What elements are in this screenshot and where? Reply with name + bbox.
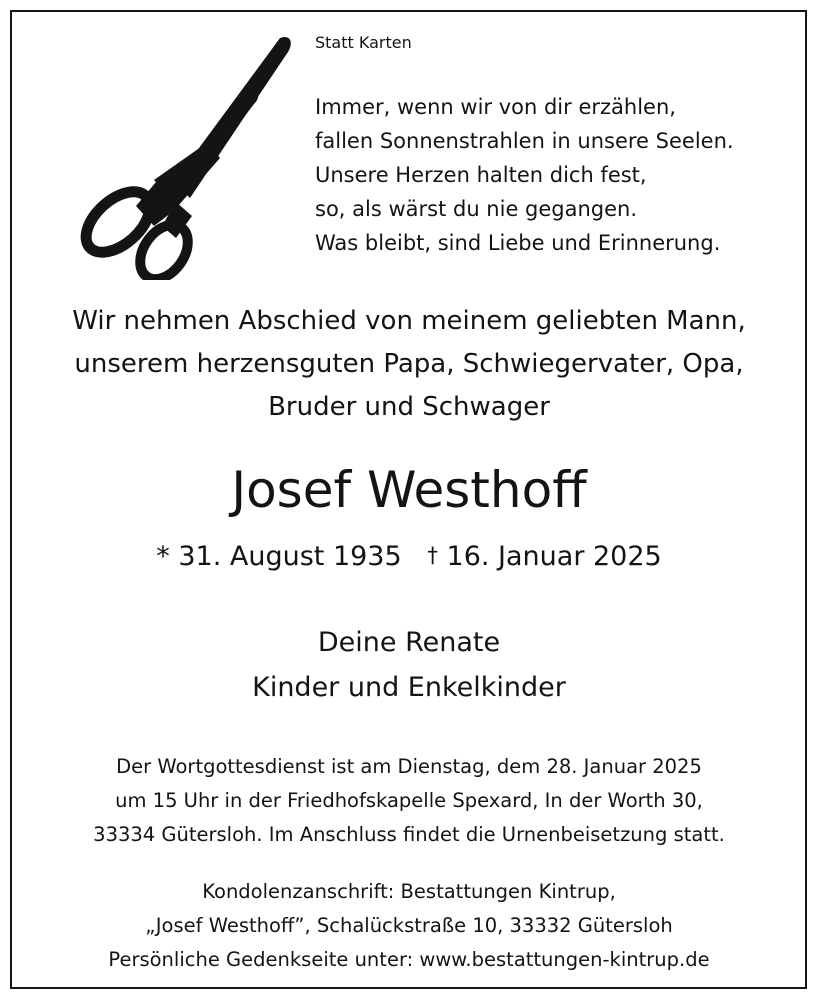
- contact-line: Kondolenzanschrift: Bestattungen Kintrup,: [202, 880, 616, 903]
- service-line: um 15 Uhr in der Friedhofskapelle Spexard, In der Worth 30,: [115, 789, 703, 812]
- service-line: Der Wortgottesdienst ist am Dienstag, dem 28. Januar 2025: [116, 755, 702, 778]
- life-dates: [0, 533, 818, 579]
- intro-line: unserem herzensguten Papa, Schwiegervater, Opa,: [74, 349, 744, 379]
- farewell-intro: [0, 300, 818, 429]
- intro-line: Wir nehmen Abschied von meinem geliebten Mann,: [72, 306, 746, 336]
- intro-line: Bruder und Schwager: [268, 392, 550, 422]
- condolence-contact: [0, 875, 818, 977]
- mourners: [0, 620, 818, 710]
- birth-symbol: *: [156, 541, 170, 572]
- poem-line: so, als wärst du nie gegangen.: [315, 197, 638, 221]
- scissors-icon: [58, 30, 298, 280]
- poem: [315, 90, 734, 260]
- mourner-line: Deine Renate: [317, 627, 501, 658]
- poem-line: Was bleibt, sind Liebe und Erinnerung.: [315, 231, 721, 255]
- service-line: 33334 Gütersloh. Im Anschluss findet die Urnenbeisetzung statt.: [93, 823, 725, 846]
- poem-line: fallen Sonnenstrahlen in unsere Seelen.: [315, 129, 734, 153]
- service-info: [0, 750, 818, 852]
- death-cross-icon: †: [427, 543, 438, 567]
- contact-line: Persönliche Gedenkseite unter: www.bestattungen-kintrup.de: [108, 948, 710, 971]
- deceased-name: Josef Westhoff: [231, 461, 587, 519]
- death-date: 16. Januar 2025: [446, 541, 662, 572]
- poem-line: Immer, wenn wir von dir erzählen,: [315, 95, 676, 119]
- mourner-line: Kinder und Enkelkinder: [252, 672, 566, 703]
- contact-line: „Josef Westhoff”, Schalückstraße 10, 33332 Gütersloh: [145, 914, 673, 937]
- statt-karten-label: Statt Karten: [315, 33, 412, 52]
- poem-line: Unsere Herzen halten dich fest,: [315, 163, 647, 187]
- birth-date: 31. August 1935: [178, 541, 402, 572]
